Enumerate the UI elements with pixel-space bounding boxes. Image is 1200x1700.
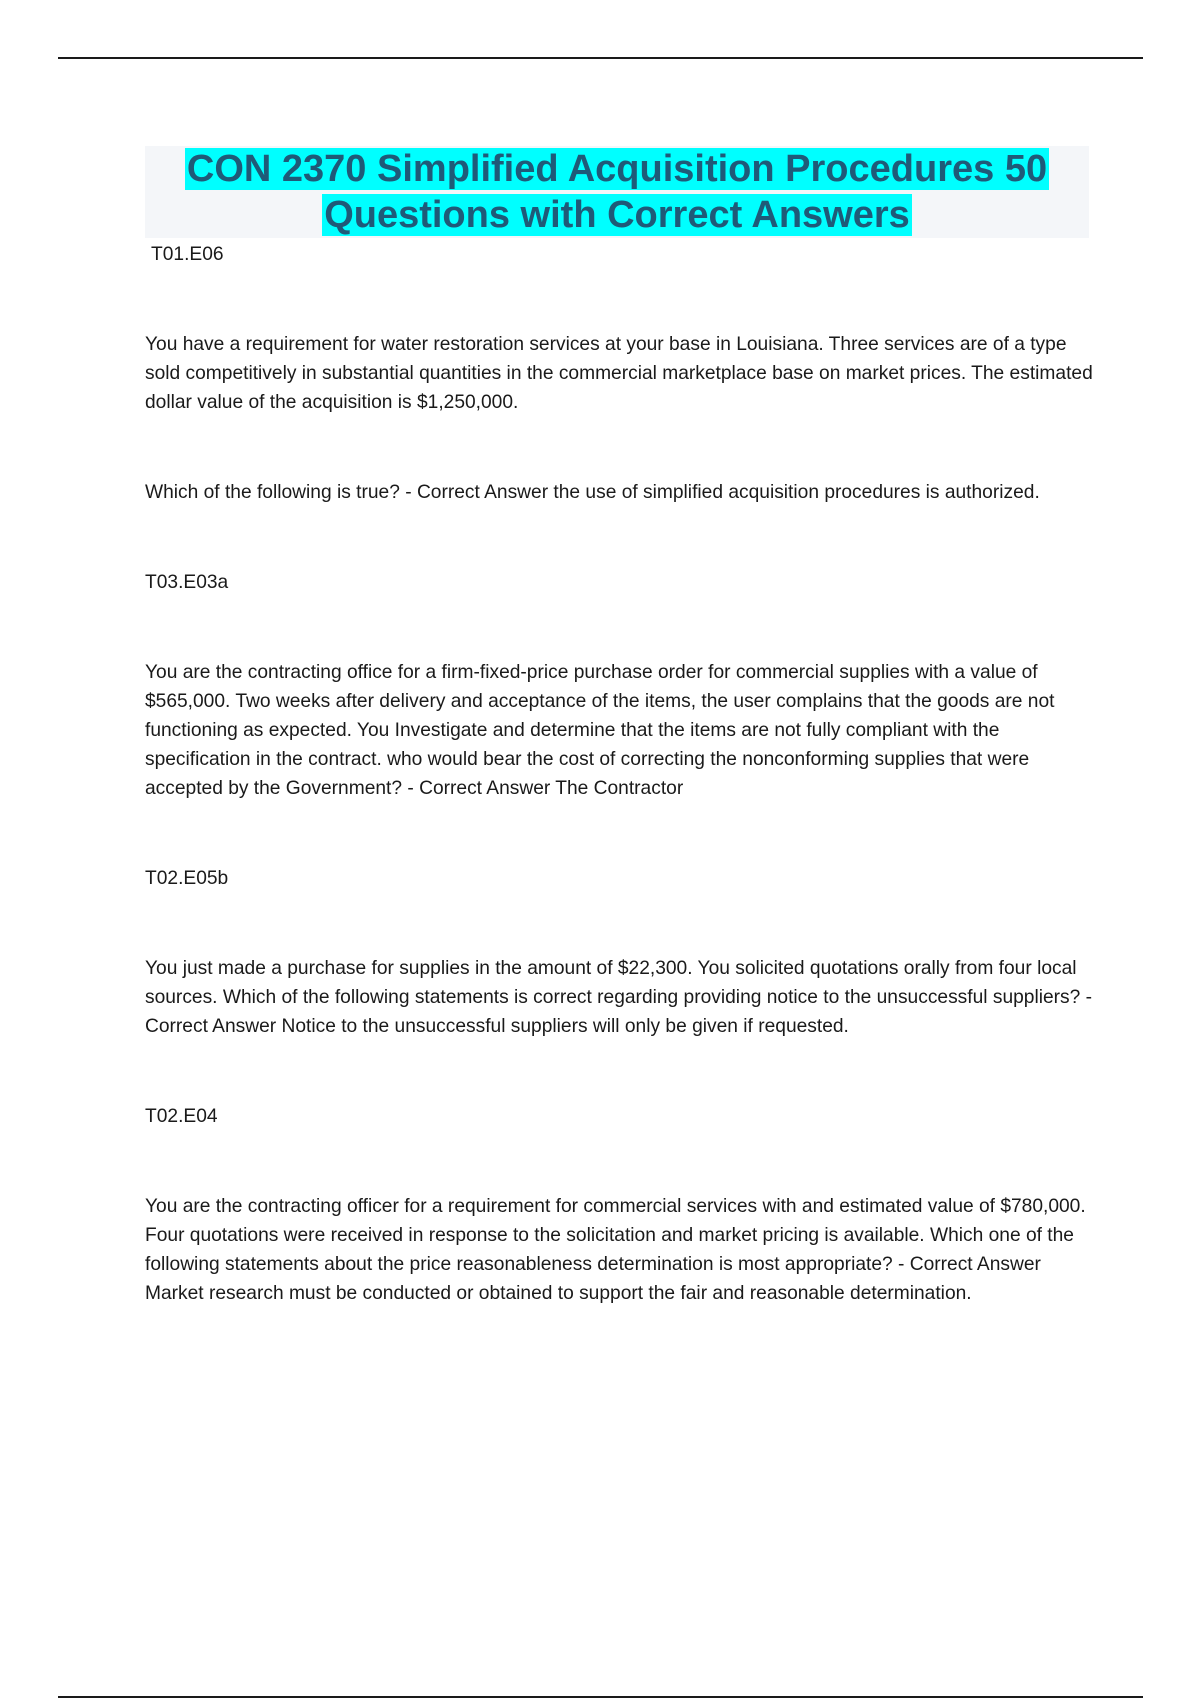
question-text: You have a requirement for water restoration services at your base in Louisiana. Three services are of a type sold competitively in substantial quantities in the commercial marketplace base on market prices. The estimated dollar value of the acquisition is $1,250,000.	[145, 334, 1093, 413]
title-text-2: Questions with Correct Answers	[324, 194, 910, 236]
question-code: T03.E03a	[145, 572, 229, 593]
question-text: You are the contracting officer for a requirement for commercial services with and estimated value of $780,000. Four quotations were received in response to the solicitation and market pricing is available. Which one of the following statements about the price reasonableness determination is most appropriate? - Correct Answer Market research must be conducted or obtained to support the fair and reasonable determination.	[145, 1196, 1086, 1304]
question-code: T02.E04	[145, 1106, 218, 1127]
document-title	[145, 146, 1089, 238]
title-text-1: CON 2370 Simplified Acquisition Procedures 50	[186, 148, 1048, 190]
title-line-2	[145, 192, 1089, 238]
question-code: T02.E05b	[145, 868, 229, 889]
footer-rule	[58, 1696, 1143, 1698]
question-text: You are the contracting office for a firm-fixed-price purchase order for commercial supplies with a value of $565,000. Two weeks after delivery and acceptance of the items, the user complains that the goods are not functioning as expected. You Investigate and determine that the items are not fully compliant with the specification in the contract. who would bear the cost of correcting the nonconforming supplies that were accepted by the Government? - Correct Answer The Contractor	[145, 662, 1055, 799]
question-code: T01.E06	[151, 244, 224, 265]
document-body	[145, 240, 1095, 1308]
question-text: You just made a purchase for supplies in the amount of $22,300. You solicited quotations orally from four local sources. Which of the following statements is correct regarding providing notice to the unsuccessful suppliers? - Correct Answer Notice to the unsuccessful suppliers will only be given if requested.	[145, 958, 1093, 1037]
title-line-1	[145, 146, 1089, 192]
question-answer: Which of the following is true? - Correct Answer the use of simplified acquisition procedures is authorized.	[145, 482, 1040, 503]
header-rule	[58, 57, 1143, 59]
